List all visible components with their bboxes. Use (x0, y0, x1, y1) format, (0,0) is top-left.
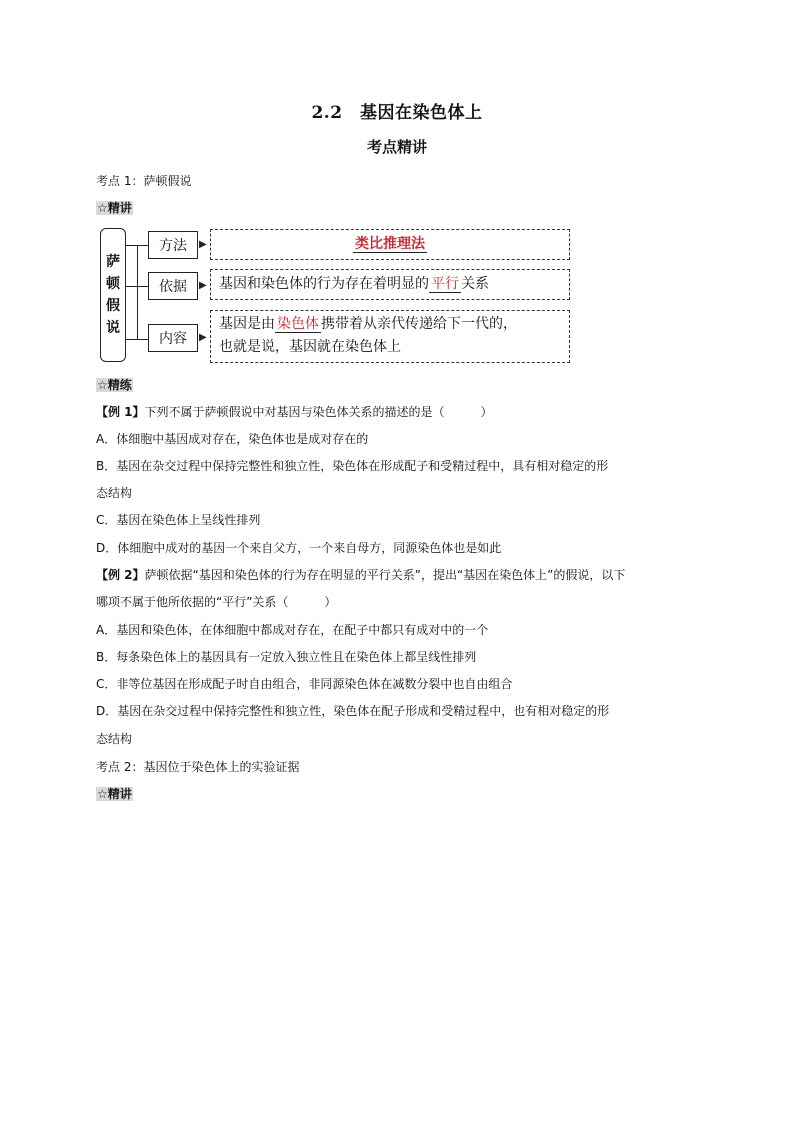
bracket-char: 说 (106, 320, 120, 336)
bracket-char: 假 (106, 298, 120, 314)
connector-branch (126, 245, 148, 246)
question-2-option-b: B．每条染色体上的基因具有一定放入独立性且在染色体上都呈线性排列 (96, 650, 477, 664)
question-1-stem (96, 404, 493, 420)
content-method (210, 229, 570, 260)
section2-tag-line (96, 786, 133, 802)
tag-jingjiang: ☆精讲 (97, 201, 132, 215)
basis-text-post: 关系 (461, 276, 489, 292)
question-1-option-b: B．基因在杂交过程中保持完整性和独立性，染色体在形成配子和受精过程中，具有相对稳定的形 (96, 459, 609, 473)
content-text-post: 携带着从亲代传递给下一代的， (321, 316, 517, 332)
bracket-char: 顿 (106, 276, 120, 292)
bracket-char: 萨 (106, 254, 120, 270)
tag-jingjiang: ☆精讲 (97, 787, 132, 801)
question-2-option-d: D．基因在杂交过程中保持完整性和独立性，染色体在配子形成和受精过程中，也有相对稳定的形 (96, 704, 610, 718)
question-2-option-a: A．基因和染色体，在体细胞中都成对存在，在配子中都只有成对中的一个 (96, 623, 489, 637)
connector-branch (126, 286, 148, 287)
question-2-option-c: C．非等位基因在形成配子时自由组合，非同源染色体在减数分裂中也自由组合 (96, 677, 513, 691)
connector-branch (126, 339, 148, 340)
question-1-text: 下列不属于萨顿假说中对基因与染色体关系的描述的是（ ） (144, 405, 493, 419)
page-title: 2.2 基因在染色体上 (311, 103, 483, 123)
answer-method: 类比推理法 (355, 236, 425, 252)
section2-heading: 考点 2：基因位于染色体上的实验证据 (96, 760, 300, 774)
question-1-marker: 【例 1】 (96, 405, 145, 419)
question-2-option-d-cont: 态结构 (96, 732, 133, 746)
content-text-pre: 基因是由 (219, 316, 275, 332)
arrow-icon: ▶ (199, 239, 207, 250)
answer-basis: 平行 (431, 276, 459, 292)
sutton-hypothesis-diagram (100, 226, 580, 366)
practice-tag-line (96, 377, 133, 393)
question-2-stem-cont: 哪项不属于他所依据的“平行”关系（ ） (96, 595, 337, 609)
content-basis (210, 269, 570, 300)
content-line1 (219, 313, 561, 336)
question-2-stem (96, 567, 625, 583)
question-2-marker: 【例 2】 (96, 568, 145, 582)
section1-heading: 考点 1：萨顿假说 (96, 174, 192, 188)
label-content: 内容 (148, 324, 198, 352)
question-1-option-c: C．基因在染色体上呈线性排列 (96, 513, 261, 527)
page-subtitle: 考点精讲 (366, 138, 427, 156)
content-line2: 也就是说，基因就在染色体上 (219, 339, 401, 355)
question-1-option-d: D．体细胞中成对的基因一个来自父方，一个来自母方，同源染色体也是如此 (96, 541, 502, 555)
section1-tag (96, 200, 133, 216)
diagram-bracket (100, 228, 126, 362)
question-1-option-b-cont: 态结构 (96, 486, 133, 500)
question-1-option-a: A．体细胞中基因成对存在，染色体也是成对存在的 (96, 432, 369, 446)
arrow-icon: ▶ (199, 332, 207, 343)
answer-content: 染色体 (277, 316, 319, 332)
arrow-icon: ▶ (199, 280, 207, 291)
tag-jinglian: ☆精练 (97, 378, 132, 392)
basis-text-pre: 基因和染色体的行为存在着明显的 (219, 276, 429, 292)
label-method: 方法 (148, 231, 198, 259)
question-2-text: 萨顿依据“基因和染色体的行为存在明显的平行关系”，提出“基因在染色体上”的假说，以下 (144, 568, 626, 582)
label-basis: 依据 (148, 272, 198, 300)
connector-vertical (137, 245, 138, 340)
content-content (210, 310, 570, 363)
